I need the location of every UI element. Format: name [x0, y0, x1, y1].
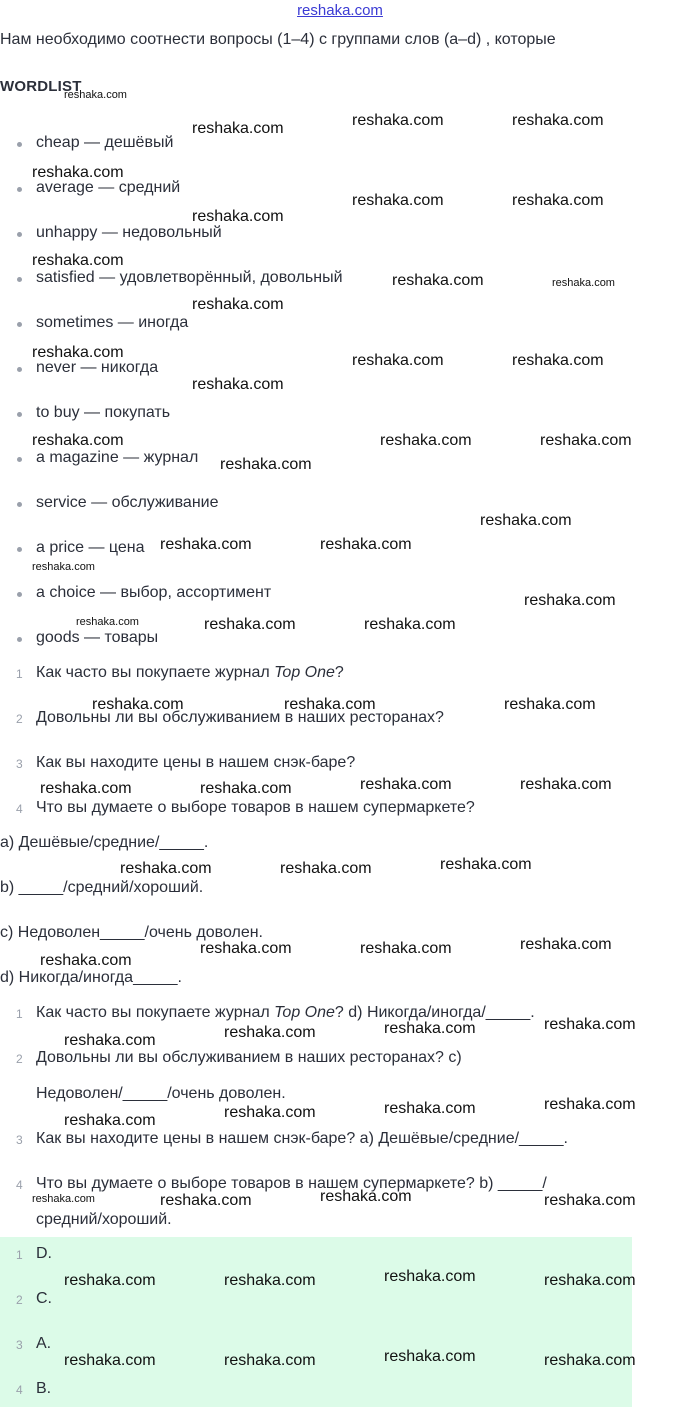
watermark: reshaka.com [64, 1032, 156, 1049]
wordlist-item: satisfied — удовлетворённый, довольный [36, 269, 343, 286]
watermark: reshaka.com [320, 1188, 412, 1205]
watermark: reshaka.com [40, 952, 132, 969]
wordlist-item: unhappy — недовольный [36, 224, 222, 241]
watermark: reshaka.com [380, 432, 472, 449]
watermark: reshaka.com [224, 1104, 316, 1121]
matched-text: Что вы думаете о выборе товаров в нашем супермаркете? b) _____/ [36, 1175, 547, 1192]
watermark: reshaka.com [524, 592, 616, 609]
watermark: reshaka.com [352, 352, 444, 369]
matched-text: Как часто вы покупаете журнал Top One? d) Никогда/иногда/_____. [36, 1004, 535, 1021]
watermark: reshaka.com [544, 1352, 636, 1369]
watermark: reshaka.com [224, 1352, 316, 1369]
wordlist-item: never — никогда [36, 359, 159, 376]
answer-text: C. [36, 1290, 52, 1307]
wordlist-item: a price — цена [36, 539, 145, 556]
watermark: reshaka.com [480, 512, 572, 529]
answer-number: 4 [16, 1383, 23, 1397]
watermark: reshaka.com [92, 696, 184, 713]
watermark: reshaka.com [360, 940, 452, 957]
watermark: reshaka.com [32, 252, 124, 269]
watermark: reshaka.com [284, 696, 376, 713]
watermark: reshaka.com [504, 696, 596, 713]
matched-number: 2 [16, 1052, 23, 1066]
matched-number: 4 [16, 1178, 23, 1192]
wordlist-heading: WORDLIST [0, 78, 82, 95]
watermark: reshaka.com [160, 1192, 252, 1209]
wordlist-item: average — средний [36, 179, 181, 196]
watermark: reshaka.com [540, 432, 632, 449]
watermark: reshaka.com [40, 780, 132, 797]
bullet-icon [17, 322, 22, 327]
matched-text: Довольны ли вы обслуживанием в наших ресторанах? c) [36, 1049, 462, 1066]
watermark: reshaka.com [544, 1272, 636, 1289]
watermark: reshaka.com [224, 1272, 316, 1289]
answer-text: B. [36, 1380, 52, 1397]
watermark: reshaka.com [360, 776, 452, 793]
watermark: reshaka.com [320, 536, 412, 553]
question-text: Что вы думаете о выборе товаров в нашем супермаркете? [36, 799, 475, 816]
watermark: reshaka.com [204, 616, 296, 633]
watermark: reshaka.com [192, 376, 284, 393]
watermark: reshaka.com [512, 112, 604, 129]
watermark: reshaka.com [544, 1016, 636, 1033]
intro-text: Нам необходимо соотнести вопросы (1–4) с группами слов (a–d) , которые [0, 31, 556, 48]
watermark: reshaka.com [192, 120, 284, 137]
site-link[interactable]: reshaka.com [297, 2, 383, 19]
watermark: reshaka.com [32, 1193, 95, 1205]
watermark: reshaka.com [384, 1348, 476, 1365]
matched-text-continued: средний/хороший. [36, 1211, 172, 1228]
watermark: reshaka.com [384, 1268, 476, 1285]
watermark: reshaka.com [64, 1112, 156, 1129]
answer-text: A. [36, 1335, 52, 1352]
answer-text: D. [36, 1245, 52, 1262]
watermark: reshaka.com [200, 780, 292, 797]
watermark: reshaka.com [512, 352, 604, 369]
bullet-icon [17, 592, 22, 597]
watermark: reshaka.com [220, 456, 312, 473]
watermark: reshaka.com [384, 1100, 476, 1117]
watermark: reshaka.com [552, 277, 615, 289]
bullet-icon [17, 277, 22, 282]
watermark: reshaka.com [512, 192, 604, 209]
watermark: reshaka.com [32, 432, 124, 449]
question-number: 3 [16, 757, 23, 771]
watermark: reshaka.com [280, 860, 372, 877]
matched-text-continued: Недоволен/_____/очень доволен. [36, 1085, 286, 1102]
wordlist-item: a choice — выбор, ассортимент [36, 584, 272, 601]
watermark: reshaka.com [192, 296, 284, 313]
bullet-icon [17, 412, 22, 417]
watermark: reshaka.com [352, 192, 444, 209]
group-line: a) Дешёвые/средние/_____. [0, 834, 209, 851]
watermark: reshaka.com [520, 936, 612, 953]
bullet-icon [17, 142, 22, 147]
answer-box [0, 1237, 632, 1407]
watermark: reshaka.com [544, 1192, 636, 1209]
wordlist-item: service — обслуживание [36, 494, 219, 511]
group-line: c) Недоволен_____/очень доволен. [0, 924, 263, 941]
bullet-icon [17, 502, 22, 507]
watermark: reshaka.com [76, 616, 139, 628]
answer-number: 2 [16, 1293, 23, 1307]
answer-number: 1 [16, 1248, 23, 1262]
question-text: Как часто вы покупаете журнал Top One? [36, 664, 344, 681]
question-number: 4 [16, 802, 23, 816]
bullet-icon [17, 547, 22, 552]
question-text: Довольны ли вы обслуживанием в наших ресторанах? [36, 709, 444, 726]
matched-text: Как вы находите цены в нашем снэк-баре? a) Дешёвые/средние/_____. [36, 1130, 568, 1147]
watermark: reshaka.com [64, 1272, 156, 1289]
wordlist-item: a magazine — журнал [36, 449, 199, 466]
wordlist-item: cheap — дешёвый [36, 134, 174, 151]
question-number: 1 [16, 667, 23, 681]
matched-number: 1 [16, 1007, 23, 1021]
watermark: reshaka.com [544, 1096, 636, 1113]
watermark: reshaka.com [32, 344, 124, 361]
bullet-icon [17, 367, 22, 372]
wordlist-item: goods — товары [36, 629, 159, 646]
bullet-icon [17, 637, 22, 642]
watermark: reshaka.com [160, 536, 252, 553]
watermark: reshaka.com [200, 940, 292, 957]
watermark: reshaka.com [352, 112, 444, 129]
watermark: reshaka.com [440, 856, 532, 873]
group-line: b) _____/средний/хороший. [0, 879, 204, 896]
watermark: reshaka.com [64, 89, 127, 101]
group-line: d) Никогда/иногда_____. [0, 969, 182, 986]
wordlist-item: to buy — покупать [36, 404, 171, 421]
watermark: reshaka.com [392, 272, 484, 289]
watermark: reshaka.com [384, 1020, 476, 1037]
watermark: reshaka.com [192, 208, 284, 225]
watermark: reshaka.com [32, 164, 124, 181]
question-number: 2 [16, 712, 23, 726]
matched-number: 3 [16, 1133, 23, 1147]
wordlist-item: sometimes — иногда [36, 314, 189, 331]
watermark: reshaka.com [364, 616, 456, 633]
watermark: reshaka.com [32, 561, 95, 573]
answer-number: 3 [16, 1338, 23, 1352]
bullet-icon [17, 187, 22, 192]
bullet-icon [17, 232, 22, 237]
watermark: reshaka.com [120, 860, 212, 877]
bullet-icon [17, 457, 22, 462]
question-text: Как вы находите цены в нашем снэк-баре? [36, 754, 356, 771]
watermark: reshaka.com [64, 1352, 156, 1369]
watermark: reshaka.com [224, 1024, 316, 1041]
watermark: reshaka.com [520, 776, 612, 793]
